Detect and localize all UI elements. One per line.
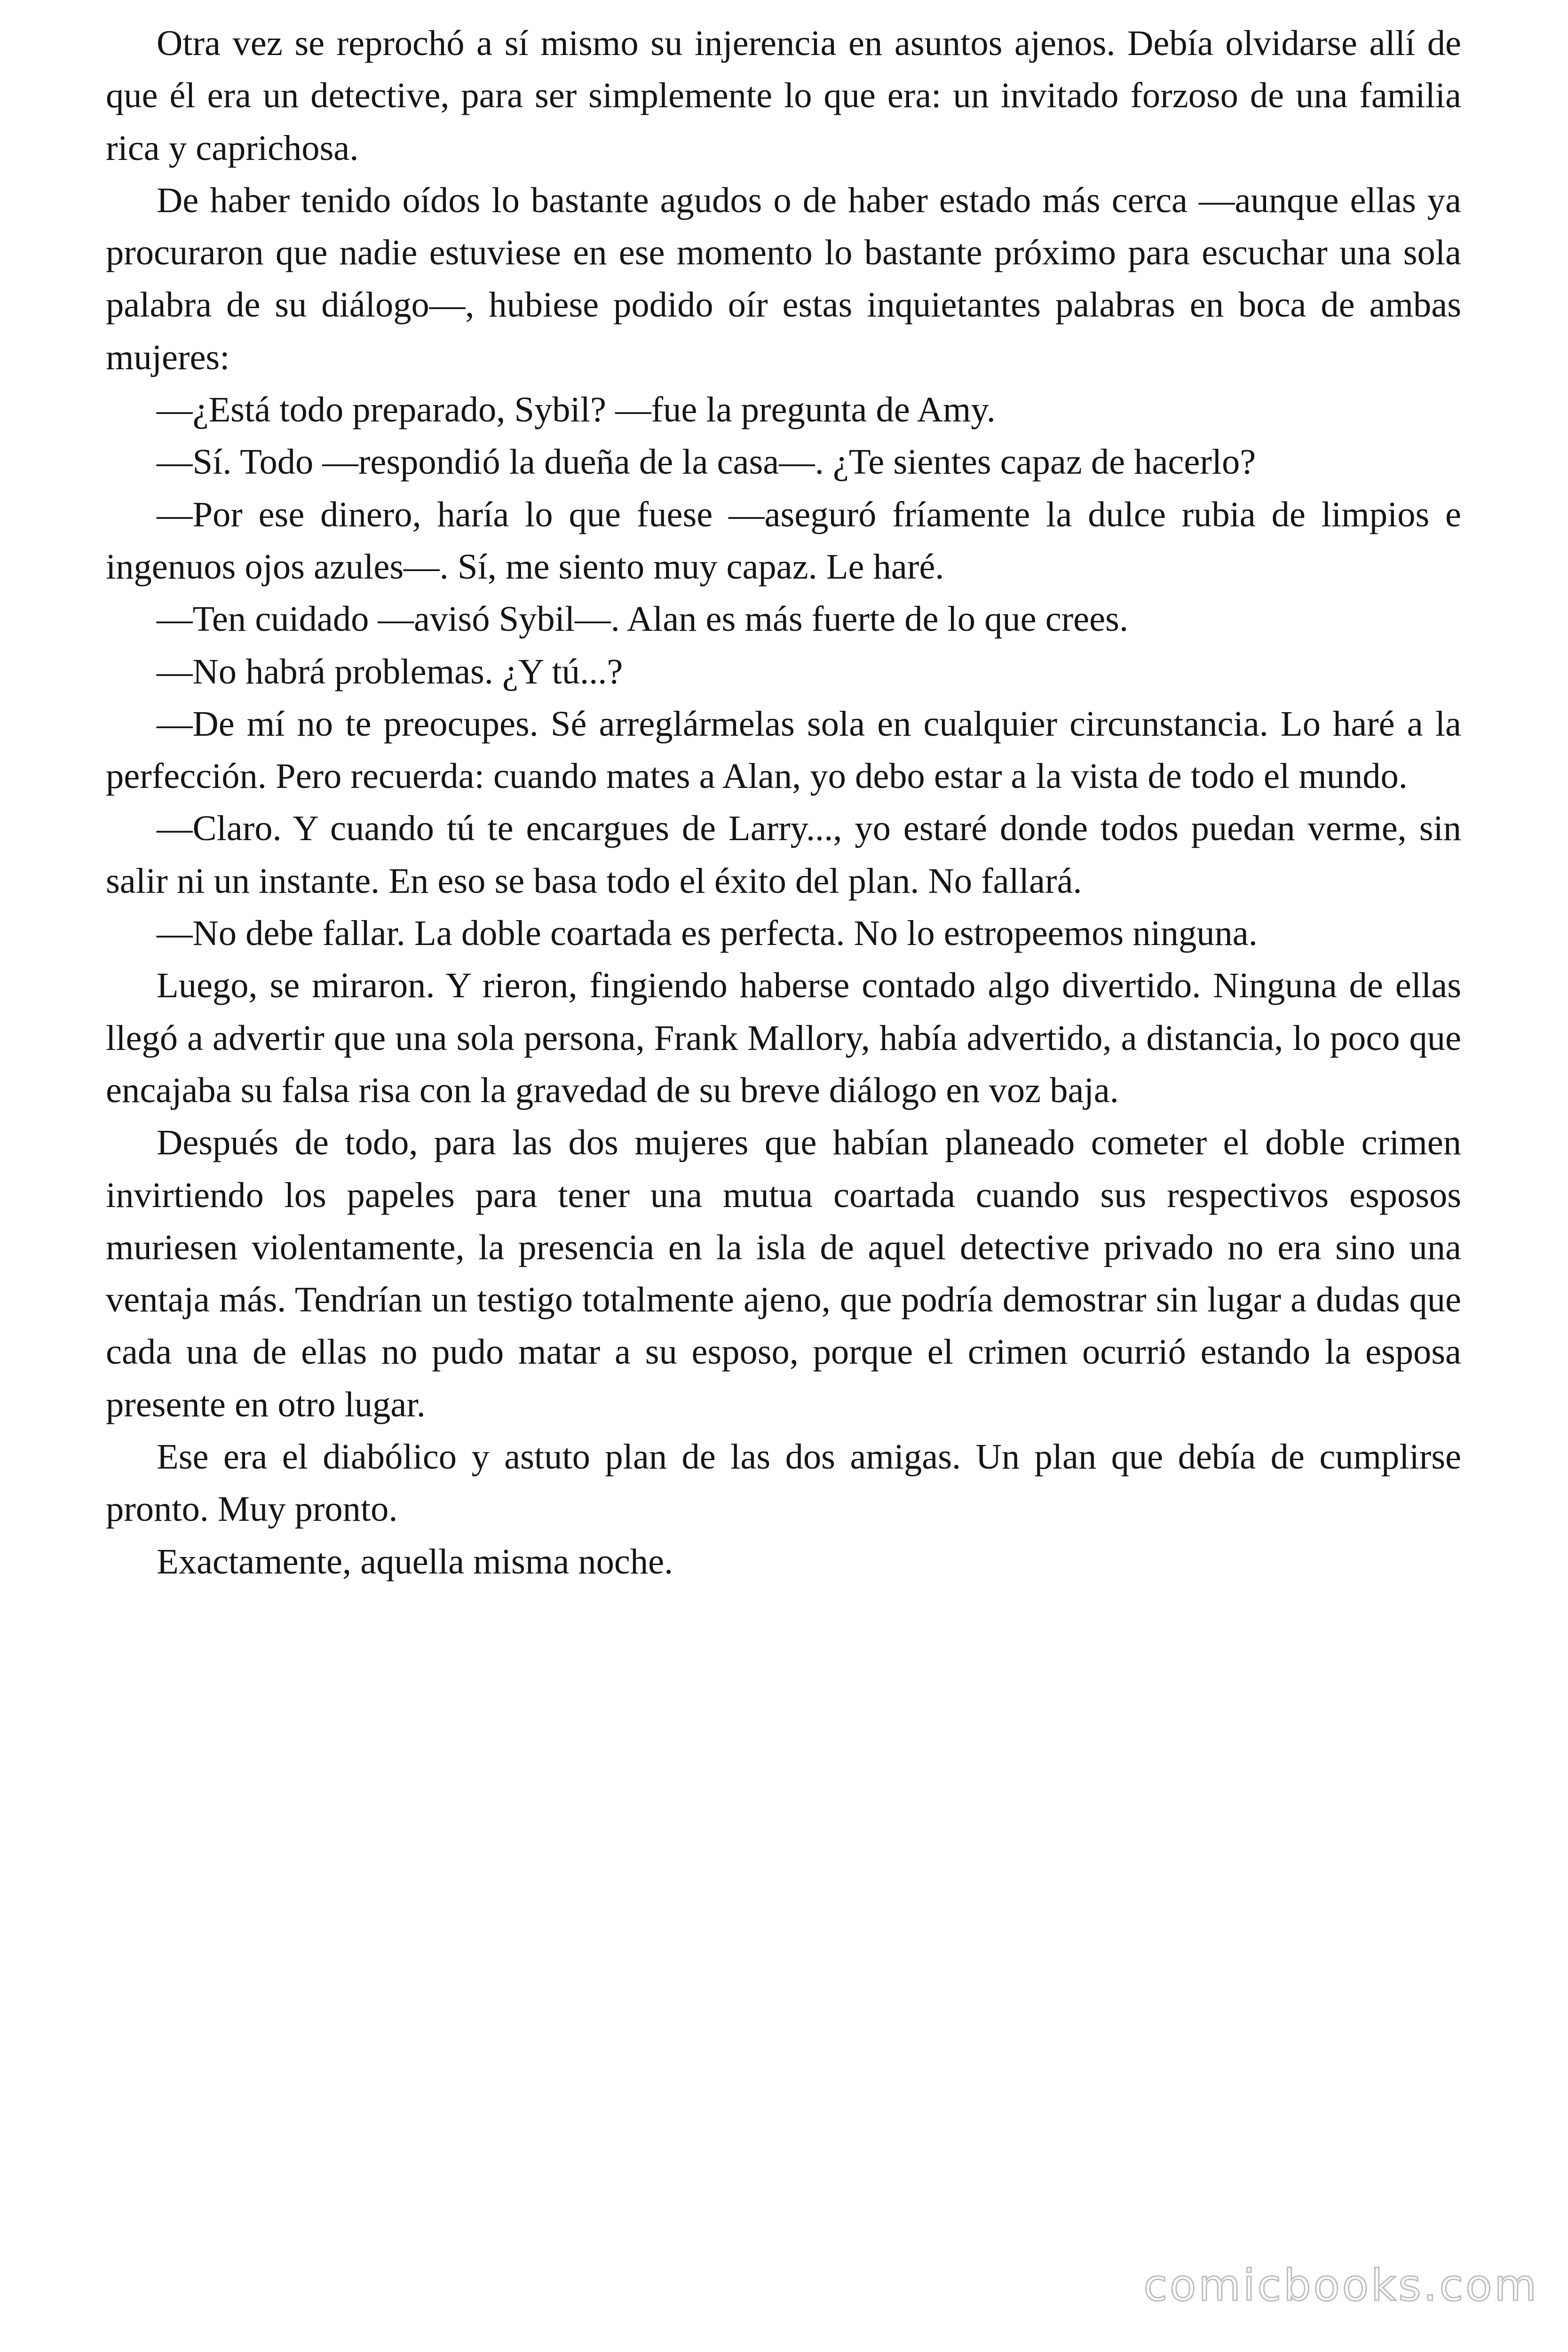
paragraph: Después de todo, para las dos mujeres que habían planeado cometer el doble crimen invirtiendo los papeles para tener una mutua coartada cuando sus respectivos esposos muriesen violentamente, la presencia en la isla de aquel detective privado no era sino una ventaja más. Tendrían un testigo totalmente ajeno, que podría demostrar sin lugar a dudas que cada una de ellas no pudo matar a su esposo, porque el crimen ocurrió estando la esposa presente en otro lugar.	[106, 1122, 1461, 1424]
paragraph: —Por ese dinero, haría lo que fuese —aseguró fríamente la dulce rubia de limpios e ingenuos ojos azules—. Sí, me siento muy capaz. Le haré.	[106, 494, 1461, 587]
paragraph: De haber tenido oídos lo bastante agudos o de haber estado más cerca —aunque ellas ya procuraron que nadie estuviese en ese momento lo bastante próximo para escuchar una sola palabra de su diálogo—, hubiese podido oír estas inquietantes palabras en boca de ambas mujeres:	[106, 180, 1461, 377]
paragraph: —De mí no te preocupes. Sé arreglármelas sola en cualquier circunstancia. Lo haré a la perfección. Pero recuerda: cuando mates a Alan, yo debo estar a la vista de todo el mundo.	[106, 703, 1461, 796]
paragraph: Otra vez se reprochó a sí mismo su injerencia en asuntos ajenos. Debía olvidarse allí de que él era un detective, para ser simplemente lo que era: un invitado forzoso de una familia rica y caprichosa.	[106, 23, 1461, 168]
paragraph: —Sí. Todo —respondió la dueña de la casa—. ¿Te sientes capaz de hacerlo?	[157, 442, 1256, 482]
page-body	[106, 17, 1461, 1588]
paragraph: Ese era el diabólico y astuto plan de las dos amigas. Un plan que debía de cumplirse pronto. Muy pronto.	[106, 1437, 1461, 1529]
paragraph: —No debe fallar. La doble coartada es perfecta. No lo estropeemos ninguna.	[157, 913, 1258, 954]
watermark: comicbooks.com	[1143, 2260, 1539, 2311]
paragraph: —¿Está todo preparado, Sybil? —fue la pregunta de Amy.	[157, 389, 996, 430]
paragraph: —Claro. Y cuando tú te encargues de Larry..., yo estaré donde todos puedan verme, sin salir ni un instante. En eso se basa todo el éxito del plan. No fallará.	[106, 808, 1461, 901]
paragraph: —No habrá problemas. ¿Y tú...?	[157, 651, 623, 691]
paragraph: Exactamente, aquella misma noche.	[157, 1541, 673, 1581]
paragraph: —Ten cuidado —avisó Sybil—. Alan es más fuerte de lo que crees.	[157, 599, 1128, 639]
paragraph: Luego, se miraron. Y rieron, fingiendo haberse contado algo divertido. Ninguna de ellas llegó a advertir que una sola persona, Frank Mallory, había advertido, a distancia, lo poco que encajaba su falsa risa con la gravedad de su breve diálogo en voz baja.	[106, 965, 1461, 1110]
